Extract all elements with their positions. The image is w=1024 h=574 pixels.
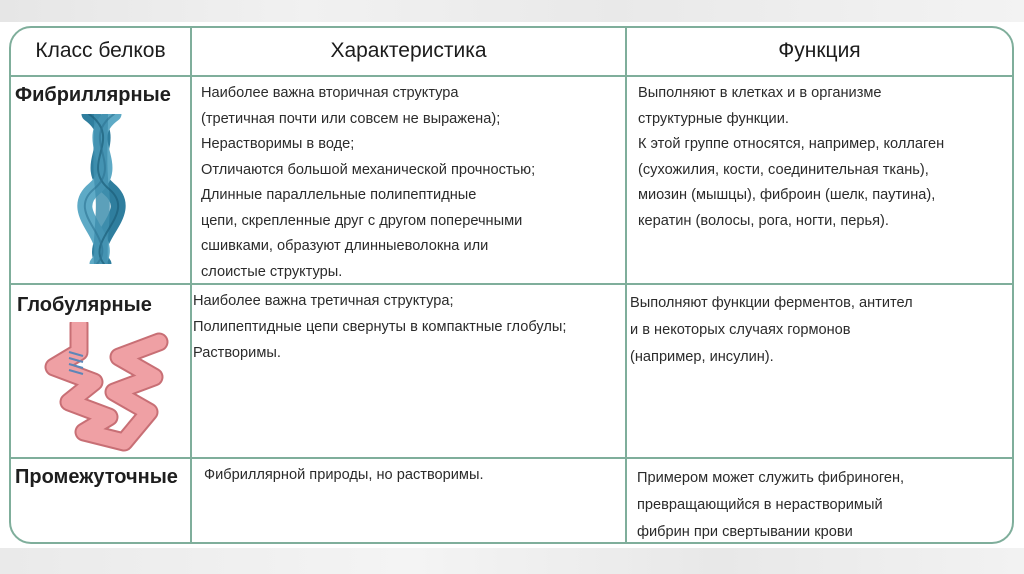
text-line: фибрин при свертывании крови	[637, 524, 853, 540]
text-line: Отличаются большой механической прочностью;	[201, 161, 536, 178]
class-name-intermediate: Промежуточные	[15, 466, 178, 488]
globular-function	[630, 290, 913, 371]
text-line: превращающийся в нерастворимый	[637, 497, 883, 513]
column-divider-2	[625, 28, 627, 542]
text-line: Фибриллярной природы, но растворимы.	[204, 467, 484, 483]
text-line: Наиболее важна третичная структура;	[193, 293, 454, 309]
fibrillar-function	[638, 81, 944, 234]
fibrillar-characteristic	[201, 81, 535, 285]
text-line: (третичная почти или совсем не выражена);	[201, 110, 501, 127]
text-line: кератин (волосы, рога, ногти, перья).	[638, 212, 889, 229]
slide-background-top	[0, 0, 1024, 22]
class-name-fibrillar: Фибриллярные	[15, 84, 171, 106]
text-line: Растворимы.	[193, 345, 281, 361]
text-line: Выполняют функции ферментов, антител	[630, 295, 913, 311]
row-divider-2	[11, 457, 1012, 459]
text-line: К этой группе относятся, например, коллаген	[638, 136, 945, 152]
text-line: Выполняют в клетках и в организме	[638, 85, 882, 101]
text-line: Длинные параллельные полипептидные	[201, 187, 477, 203]
header-function: Функция	[778, 39, 861, 62]
header-characteristic: Характеристика	[330, 39, 487, 62]
intermediate-characteristic	[204, 463, 484, 489]
text-line: Наиболее важна вторичная структура	[201, 85, 459, 101]
globular-protein-icon	[39, 322, 169, 457]
protein-classes-table	[9, 26, 1014, 544]
text-line: Нерастворимы в воде;	[201, 136, 355, 152]
text-line: Примером может служить фибриноген,	[637, 470, 905, 486]
text-line: (сухожилия, кости, соединительная ткань),	[638, 161, 929, 178]
text-line: слоистые структуры.	[201, 263, 343, 280]
text-line: структурные функции.	[638, 110, 789, 127]
row-divider-header	[11, 75, 1012, 77]
text-line: и в некоторых случаях гормонов	[630, 322, 851, 338]
slide-background-bottom	[0, 548, 1024, 574]
text-line: сшивками, образуют длинныеволокна или	[201, 238, 489, 254]
text-line: (например, инсулин).	[630, 349, 774, 365]
header-class: Класс белков	[35, 39, 166, 62]
fibrillar-protein-icon	[69, 114, 139, 269]
intermediate-function	[637, 465, 904, 544]
column-divider-1	[190, 28, 192, 542]
class-name-globular: Глобулярные	[17, 294, 152, 316]
text-line: Полипептидные цепи свернуты в компактные глобулы;	[193, 319, 567, 335]
text-line: цепи, скрепленные друг с другом поперечными	[201, 212, 523, 229]
globular-characteristic	[193, 288, 566, 366]
text-line: миозин (мышцы), фиброин (шелк, паутина),	[638, 187, 936, 203]
